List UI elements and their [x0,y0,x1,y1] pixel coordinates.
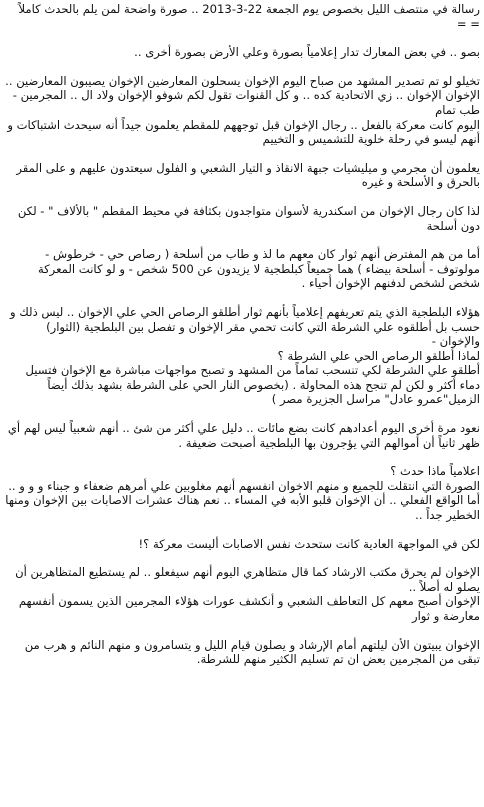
paragraph-line: لكن في المواجهة العادية كانت ستحدث نفس الاصابات أليست معركة ؟! [138,536,480,551]
paragraph-line: اعلامياً ماذا حدث ؟ [390,464,480,479]
paragraph-line: لذا كان رجال الإخوان من اسكندرية لأسوان متواجدون بكثافة في محيط المقطم " بالألاف " - لكن دون أسلحة [17,203,480,233]
paragraph-line: يعلمون أن مجرمي و ميليشيات جبهة الانقاذ و التيار الشعبي و الفلول سيعتدون عليهم و على المقر بالحرق و الأسلحة و غيره [16,160,480,190]
paragraph [4,74,480,147]
paragraph-line: الإخوان لم يحرق مكتب الارشاد كما قال متظاهري اليوم أنهم سيفعلو .. لم يستطيع المتظاهرين أن يصلو له أصلاً .. [15,565,480,594]
paragraph-line: أطلقو علي الشرطة لكي تنسحب تماماً من المشهد و تصبح مواجهات مباشرة مع الإخوان فتسيل دماء أكثر و لكن لم تنجح هذه المحاولة . (بخصوص النار الحي على الشرطة بشهد بذلك أيضاً الزميل"عمرو عادل" مراسل الجزيرة مصر ) [25,363,480,407]
paragraph [4,421,480,450]
paragraph [4,305,480,407]
paragraph-line: أما من هم المفترض أنهم ثوار كان معهم ما لذ و طاب من أسلحة ( رصاص حي - خرطوش - مولوتوف - أسلحة بيضاء ) هما جميعاً كبلطجية لا يزيدون عن 500 شخص - و لو كانت المعركة شخص لشخص لدفنهم الإخوان أحياء . [37,247,480,291]
paragraph [4,2,480,31]
paragraph-line: الإخوان أصبح معهم كل التعاطف الشعبي و أنكشف عورات هؤلاء المجرمين الذين يسمون أنفسهم معارضة و ثوار [18,594,480,623]
paragraph [4,45,480,60]
paragraph [4,638,480,667]
paragraph [4,464,480,522]
paragraph-line: = = [456,16,480,31]
paragraph-line: الإخوان يبيتون الأن ليلتهم أمام الإرشاد و يصلون قيام الليل و يتسامرون و منهم النائم و هرب من تبقى من المجرمين بعض ان تم تسليم الكثير منهم للشرطة. [24,637,480,667]
paragraph-line: نعود مرة أخرى اليوم أعدادهم كانت بضع مائات .. دليل علي أكثر من شئ .. أنهم شعبياً ليس لهم أي ظهر ثانياً أن أموالهم التي يؤجرون بها البلطجية أصبحت ضعيفة . [7,421,480,450]
paragraph-line: لماذا أطلقو الرصاص الحي علي الشرطة ؟ [277,348,480,363]
paragraph-line: الصورة التي انتقلت للجميع و منهم الاخوان انفسهم أنهم مغلوبين علي أمرهم ضعفاء و جبناء و و و .. [8,478,480,493]
paragraph [4,204,480,233]
paragraph-line: بصو .. في بعض المعارك تدار إعلامياً بصورة وعلي الأرض بصورة أخرى .. [134,45,480,60]
paragraph-line: تخيلو لو تم تصدير المشهد من صباح اليوم الإخوان يسحلون المعارضين الإخوان يصيبون المعارضين .. الإخوان الإخوان .. زي الاتحادية كده .. و كل القنوات تقول لكم شوفو الإخوان ولاد ال .. المجرمين - طب تمام [5,73,480,117]
paragraph-line: هؤلاء البلطجية الذي يتم تعريفهم إعلامياً بأنهم ثوار أطلقو الرصاص الحي علي الإخوان .. ليس ذلك و حسب بل أطلقوه علي الشرطة التي كانت تحمي مقر الإخوان و تفصل بين البلطجية (الثوار) والإخوان - [9,304,480,349]
paragraph-line: أما الواقع الفعلي .. أن الإخوان قلبو الأبه في المساء .. نعم هناك عشرات الاصابات بين الإخوان ومنها الخطير جداً .. [5,493,480,523]
paragraph-line: اليوم كانت معركة بالفعل .. رجال الإخوان قبل توجههم للمقطم يعلمون جيداً أنه سيحدث اشتباكات و أنهم ليسو في رحلة خلوية للتشميس و التخييم [7,117,480,147]
paragraph [4,247,480,291]
paragraph [4,161,480,190]
paragraph-line: رسالة في منتصف الليل بخصوص يوم الجمعة 22-3-2013 .. صورة واضحة لمن يلم بالحدث كاملاً [18,2,480,16]
paragraph [4,565,480,623]
paragraph [4,537,480,552]
